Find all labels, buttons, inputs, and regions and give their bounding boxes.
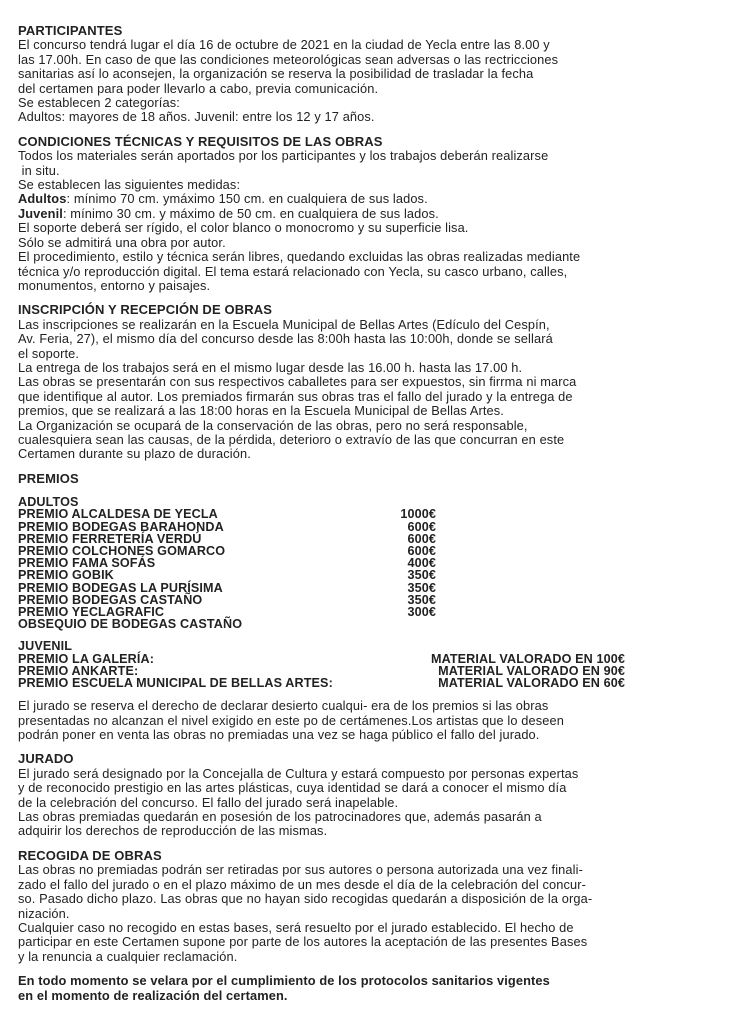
text-run: : mínimo 30 cm. y máximo de 50 cm. en cualquiera de sus lados.	[62, 205, 439, 221]
text-line: La Organización se ocupará de la conservación de las obras, pero no será responsable,	[18, 417, 528, 433]
prize-group-juvenil	[18, 640, 716, 689]
prize-amount: 350€	[407, 568, 436, 583]
text-line: presentadas no alcanzan el nivel exigido en este po de certámenes.Los artistas que lo deseen	[18, 712, 565, 728]
text-line: El jurado será designado por la Concejalla de Cultura y estará compuesto por personas expertas	[18, 765, 579, 781]
text-line: Adultos: mayores de 18 años. Juvenil: entre los 12 y 17 años.	[18, 109, 375, 125]
section-paragraph	[18, 699, 716, 742]
text-line: sanitarias así lo aconsejen, la organización se reserva la posibilidad de trasladar la fecha	[18, 66, 534, 82]
prize-row	[18, 653, 716, 665]
text-line: El jurado se reserva el derecho de declarar desierto cualqui- era de los premios si las obras	[18, 698, 549, 714]
prize-group-adultos	[18, 496, 716, 630]
document-content	[18, 24, 716, 1003]
text-line: las 17.00h. En caso de que las condiciones meteorológicas sean adversas o las rectricciones	[18, 51, 559, 67]
prize-amount: 600€	[407, 531, 436, 546]
text-line: del certamen para poder llevarlo a cabo, previa comunicación.	[18, 80, 379, 96]
text-line: en el momento de realización del certamen.	[18, 987, 288, 1003]
prize-amount	[390, 618, 436, 630]
prize-amount: 1000€	[400, 507, 436, 522]
prize-amount: MATERIAL VALORADO EN 90€	[438, 663, 625, 678]
section-paragraph	[18, 149, 716, 293]
section-heading-recogida: RECOGIDA DE OBRAS	[18, 847, 162, 863]
prize-row	[18, 521, 716, 533]
text-line: El soporte deberá ser rígido, el color blanco o monocromo y su superficie lisa.	[18, 220, 469, 236]
prize-group-heading: JUVENIL	[18, 639, 73, 654]
section-paragraph	[18, 863, 716, 964]
text-line: Las obras premiadas quedarán en posesión de los patrocinadores que, además pasarán a	[18, 809, 542, 825]
section-participantes	[18, 24, 716, 125]
prize-name: PREMIO BODEGAS LA PURÍSIMA	[18, 580, 223, 595]
prize-name: PREMIO GOBIK	[18, 568, 114, 583]
text-line: El procedimiento, estilo y técnica serán libres, quedando excluidas las obras realizadas mediante	[18, 249, 581, 265]
section-heading-inscripcion: INSCRIPCIÓN Y RECEPCIÓN DE OBRAS	[18, 302, 273, 318]
text-line: Av. Feria, 27), el mismo día del concurso desde las 8:00h hasta las 10:00h, donde se sellará	[18, 331, 553, 347]
section-inscripcion	[18, 303, 716, 461]
text-line: técnica y/o reproducción digital. El tema estará relacionado con Yecla, su casco urbano, calles,	[18, 263, 568, 279]
text-line: so. Pasado dicho plazo. Las obras que no hayan sido recogidas quedarán a disposición de la orga-	[18, 891, 593, 907]
prize-amount: MATERIAL VALORADO EN 100€	[430, 651, 625, 666]
text-line: monumentos, entorno y paisajes.	[18, 277, 211, 293]
prize-row	[18, 582, 716, 594]
prize-name: PREMIO ESCUELA MUNICIPAL DE BELLAS ARTES:	[18, 676, 333, 691]
text-run: : mínimo 70 cm. ymáximo 150 cm. en cualquiera de sus lados.	[66, 191, 428, 207]
prize-amount: 350€	[407, 592, 436, 607]
prize-name: OBSEQUIO DE BODEGAS CASTAÑO	[18, 617, 243, 632]
text-line: Todos los materiales serán aportados por los participantes y los trabajos deberán realizarse	[18, 148, 549, 164]
section-heading-jurado: JURADO	[18, 751, 74, 767]
prize-amount: MATERIAL VALORADO EN 60€	[438, 676, 625, 691]
bold-run: Adultos	[18, 191, 67, 207]
section-premios	[18, 472, 716, 743]
section-heading-participantes: PARTICIPANTES	[18, 23, 123, 38]
text-line: nización.	[18, 905, 70, 921]
prize-name: PREMIO FAMA SOFÁS	[18, 556, 156, 571]
text-line: Sólo se admitirá una obra por autor.	[18, 234, 226, 250]
text-line: y la renuncia a cualquier reclamación.	[18, 948, 238, 964]
text-line: de la celebración del concurso. El fallo del jurado será inapelable.	[18, 794, 399, 810]
prize-amount: 300€	[407, 605, 436, 620]
text-line: adquirir los derechos de reproducción de las mismas.	[18, 823, 328, 839]
section-heading-premios: PREMIOS	[18, 470, 79, 486]
prize-amount: 400€	[407, 556, 436, 571]
section-paragraph	[18, 974, 716, 1003]
text-line: Se establecen 2 categorías:	[18, 95, 180, 111]
prize-name: PREMIO LA GALERÍA:	[18, 651, 155, 666]
text-line: podrán poner en venta las obras no premiadas una vez se haga público el fallo del jurado.	[18, 727, 540, 743]
prize-row	[18, 557, 716, 569]
section-paragraph	[18, 767, 716, 839]
text-line: participar en este Certamen supone por parte de los autores la aceptación de las presentes Bases	[18, 934, 588, 950]
prize-amount: 600€	[407, 519, 436, 534]
text-line: La entrega de los trabajos será en el mismo lugar desde las 16.00 h. hasta las 17.00 h.	[18, 359, 523, 375]
text-line: Se establecen las siguientes medidas:	[18, 177, 241, 193]
prize-name: PREMIO FERRETERÍA VERDÚ	[18, 531, 202, 546]
prize-name: PREMIO BODEGAS BARAHONDA	[18, 519, 224, 534]
prize-amount: 350€	[407, 580, 436, 595]
prize-name: PREMIO ANKARTE:	[18, 663, 139, 678]
text-line	[18, 207, 716, 221]
text-line: in situ.	[18, 162, 60, 178]
section-paragraph	[18, 38, 716, 124]
prize-group-heading: ADULTOS	[18, 495, 79, 510]
text-line: Cualquier caso no recogido en estas bases, será resuelto por el jurado establecido. El hecho de	[18, 919, 574, 935]
text-line: Certamen durante su plazo de duración.	[18, 446, 251, 462]
prize-name: PREMIO COLCHONES GOMARCO	[18, 544, 226, 558]
text-line: Las inscripciones se realizarán en la Escuela Municipal de Bellas Artes (Edículo del Cespín,	[18, 316, 550, 332]
text-line	[18, 192, 716, 206]
text-line: y de reconocido prestigio en las artes plásticas, cuya identidad se dará a conocer el mismo día	[18, 780, 567, 796]
section-jurado	[18, 752, 716, 838]
text-line: el soporte.	[18, 345, 80, 361]
prize-name: PREMIO YECLAGRAFIC	[18, 605, 165, 620]
text-line: Las obras se presentarán con sus respectivos caballetes para ser expuestos, sin firrma ni marca	[18, 374, 577, 390]
prize-name: PREMIO BODEGAS CASTAÑO	[18, 592, 203, 607]
section-closing-note	[18, 974, 716, 1003]
prize-amount: 600€	[407, 544, 436, 558]
text-line: que identifique al autor. Los premiados firmarán sus obras tras el fallo del jurado y la entrega de	[18, 388, 573, 404]
prize-row	[18, 508, 716, 520]
text-line: zado el fallo del jurado o en el plazo máximo de un mes desde el día de la celebración del concur-	[18, 876, 587, 892]
prize-row	[18, 618, 716, 630]
text-line: premios, que se realizará a las 18:00 horas en la Escuela Municipal de Bellas Artes.	[18, 403, 504, 419]
text-line: En todo momento se velara por el cumplimiento de los protocolos sanitarios vigentes	[18, 973, 550, 989]
section-condiciones	[18, 135, 716, 293]
section-paragraph	[18, 318, 716, 462]
prize-row	[18, 677, 716, 689]
section-recogida	[18, 849, 716, 964]
prize-row	[18, 569, 716, 581]
prize-name: PREMIO ALCALDESA DE YECLA	[18, 507, 218, 522]
section-heading-condiciones: CONDICIONES TÉCNICAS Y REQUISITOS DE LAS OBRAS	[18, 133, 383, 149]
bold-run: Juvenil	[18, 205, 63, 221]
text-line: cualesquiera sean las causas, de la pérdida, deterioro o extravío de las que concurran en este	[18, 431, 565, 447]
text-line: El concurso tendrá lugar el día 16 de octubre de 2021 en la ciudad de Yecla entre las 8.00 y	[18, 37, 550, 53]
text-line: Las obras no premiadas podrán ser retiradas por sus autores o persona autorizada una vez finali-	[18, 862, 583, 878]
